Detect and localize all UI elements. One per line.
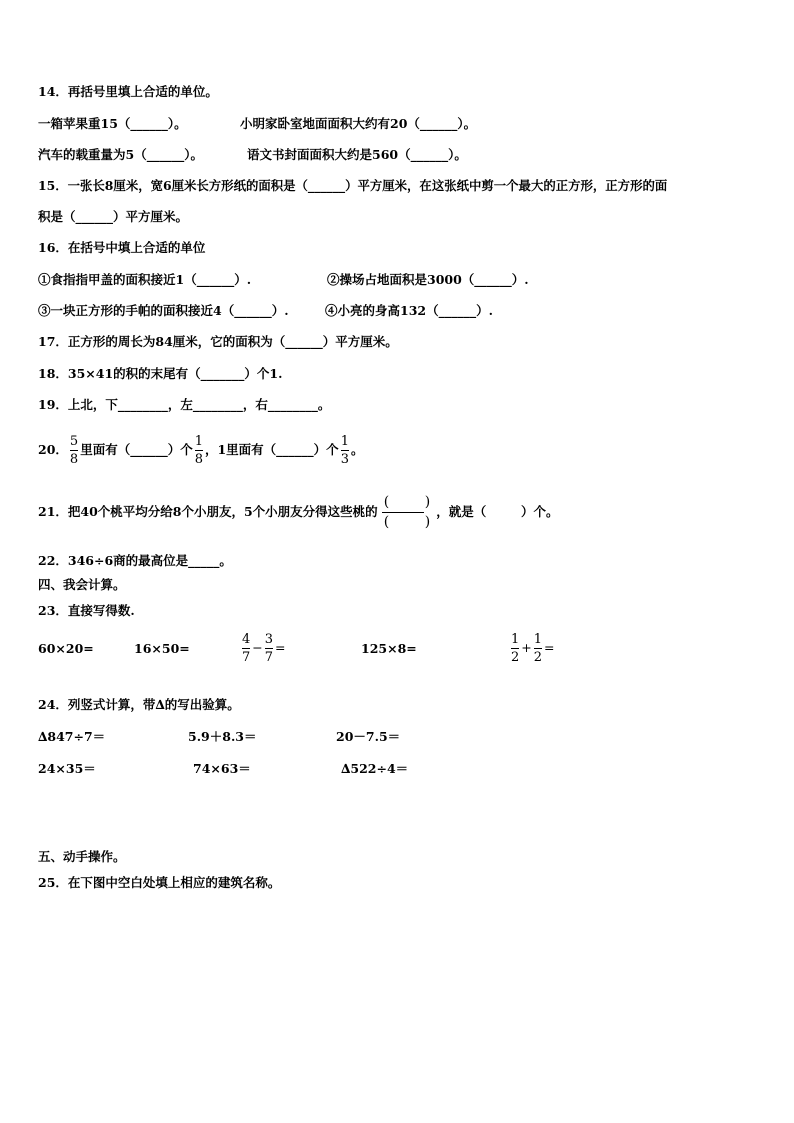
section-4-heading: 四、我会计算。 [38, 577, 126, 592]
calc-74x63: 74×63＝ [193, 761, 251, 776]
calc-522-div-4: ∆522÷4＝ [341, 761, 409, 776]
fraction-5-8: $\frac{5}{8}$ [69, 434, 79, 467]
fraction-1-3: $\frac{1}{3}$ [340, 434, 349, 467]
calc-fraction-subtraction: $\frac{4}{7}$ − $\frac{3}{7}$ = [242, 632, 286, 665]
blank-fraction: ( ) ( ) [383, 494, 431, 530]
calc-125x8: 125×8= [361, 641, 417, 656]
question-20: 20． $\frac{5}{8}$ 里面有（______）个 $\frac{1}{8}$ ，1里面有（______）个 $\frac{1}{3}$ 。 [38, 434, 364, 467]
question-14-item-d: 语文书封面面积大约是560（______）。 [247, 147, 467, 162]
question-18: 18．35×41的积的末尾有（_______）个1. [38, 366, 283, 381]
question-23-title: 23．直接写得数. [38, 603, 135, 618]
calc-20-minus-7.5: 20－7.5＝ [336, 729, 401, 744]
question-17: 17．正方形的周长为84厘米，它的面积为（______）平方厘米。 [38, 334, 398, 349]
calc-5.9-plus-8.3: 5.9＋8.3＝ [188, 729, 257, 744]
question-16-title: 16．在括号中填上合适的单位 [38, 240, 206, 255]
question-24-title: 24．列竖式计算，带∆的写出验算。 [38, 697, 240, 712]
calc-24x35: 24×35＝ [38, 761, 96, 776]
question-14-item-a: 一箱苹果重15（______）。 [38, 116, 187, 131]
calc-60x20: 60×20= [38, 641, 94, 656]
question-16-item-b: ②操场占地面积是3000（______）. [327, 272, 529, 287]
question-14-item-c: 汽车的载重量为5（______）。 [38, 147, 203, 162]
question-15-line-1: 15．一张长8厘米，宽6厘米长方形纸的面积是（______）平方厘米，在这张纸中剪一个最大的正方形，正方形的面 [38, 178, 668, 193]
question-15-line-2: 积是（______）平方厘米。 [38, 209, 189, 224]
fraction-1-8: $\frac{1}{8}$ [194, 434, 203, 467]
question-14-item-b: 小明家卧室地面面积大约有20（______）。 [240, 116, 477, 131]
question-21: 21．把40个桃平均分给8个小朋友，5个小朋友分得这些桃的 ( ) ( ) ，就是（ ）个。 [38, 494, 559, 530]
question-22: 22．346÷6商的最高位是_____。 [38, 553, 232, 568]
question-16-item-c: ③一块正方形的手帕的面积接近4（______）. [38, 303, 289, 318]
section-5-heading: 五、动手操作。 [38, 849, 126, 864]
question-25: 25．在下图中空白处填上相应的建筑名称。 [38, 875, 281, 890]
question-14-title: 14．再括号里填上合适的单位。 [38, 84, 218, 99]
question-19: 19．上北，下________，左________，右________。 [38, 397, 331, 412]
calc-fraction-addition: $\frac{1}{2}$ + $\frac{1}{2}$ = [511, 632, 555, 665]
calc-847-div-7: ∆847÷7＝ [38, 729, 106, 744]
question-16-item-d: ④小亮的身高132（______）. [325, 303, 493, 318]
calc-16x50: 16×50= [134, 641, 190, 656]
question-16-item-a: ①食指指甲盖的面积接近1（______）. [38, 272, 252, 287]
